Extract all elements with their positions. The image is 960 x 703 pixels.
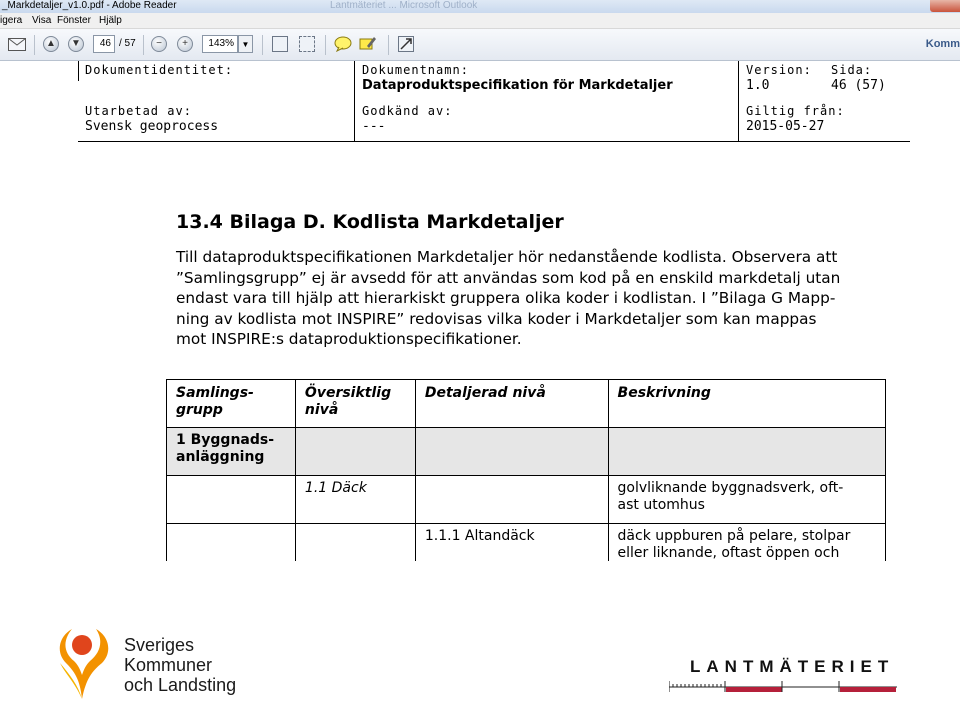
column-header-detailed: Detaljerad nivå <box>415 380 608 428</box>
menu-item-edit[interactable]: igera <box>0 15 23 26</box>
window-titlebar <box>0 0 960 13</box>
paragraph-line: mot INSPIRE:s dataproduktionspecifikationer. <box>176 330 522 348</box>
skl-logo-icon <box>52 623 118 703</box>
chevron-down-icon: ▼ <box>241 39 250 49</box>
email-button[interactable] <box>6 35 28 53</box>
pdf-page <box>0 61 960 561</box>
table-cell <box>415 476 608 524</box>
column-header-overview: Översiktlig nivå <box>295 380 415 428</box>
envelope-icon <box>8 38 26 51</box>
arrow-up-icon: ▲ <box>43 36 59 52</box>
minus-icon: − <box>151 36 167 52</box>
comment-button[interactable] <box>333 35 353 53</box>
fit-page-icon <box>272 36 288 52</box>
slide-footer <box>0 561 960 702</box>
table-cell <box>167 524 296 562</box>
menu-bar <box>0 13 960 29</box>
paragraph-line: ning av kodlista mot INSPIRE” redovisas vilka koder i Markdetaljer som kan mappas <box>176 309 817 328</box>
column-header-description: Beskrivning <box>608 380 885 428</box>
previous-page-button[interactable] <box>42 35 60 53</box>
table-cell <box>608 428 885 476</box>
table-cell: 1.1 Däck <box>295 476 415 524</box>
highlighter-icon <box>359 36 377 52</box>
made-by-value: Svensk geoprocess <box>85 119 219 134</box>
arrow-down-icon: ▼ <box>68 36 84 52</box>
table-row <box>167 428 886 476</box>
section-paragraph <box>176 247 936 350</box>
menu-item-view[interactable]: Visa <box>32 15 52 26</box>
background-window-title: Lantmäteriet ... Microsoft Outlook <box>330 0 478 11</box>
made-by-label: Utarbetad av: <box>85 104 192 118</box>
skl-logo-text: Sveriges Kommuner och Landsting <box>124 635 237 695</box>
doc-name-value: Dataproduktspecifikation för Markdetaljer <box>362 78 673 93</box>
code-list-table <box>166 379 886 561</box>
page-label: Sida: <box>831 63 873 77</box>
table-row <box>167 524 886 562</box>
valid-from-value: 2015-05-27 <box>746 119 825 134</box>
lantmateriet-logo-text: LANTMÄTERIET <box>690 657 895 676</box>
page-number-input[interactable]: 46 <box>93 35 115 53</box>
header-divider-1 <box>354 61 355 141</box>
doc-name-label: Dokumentnamn: <box>362 63 469 77</box>
menu-item-window[interactable]: Fönster <box>57 15 91 26</box>
next-page-button[interactable] <box>67 35 85 53</box>
zoom-out-button[interactable] <box>150 35 168 53</box>
comment-panel-tab[interactable]: Komm <box>925 38 960 50</box>
table-cell <box>415 428 608 476</box>
column-header-group: Samlings- grupp <box>167 380 296 428</box>
doc-id-label: Dokumentidentitet: <box>85 63 234 77</box>
table-cell <box>295 428 415 476</box>
version-label: Version: <box>746 63 812 77</box>
window-title: _Markdetaljer_v1.0.pdf - Adobe Reader <box>2 0 177 11</box>
table-header-row <box>167 380 886 428</box>
table-cell: 1.1.1 Altandäck <box>415 524 608 562</box>
fit-width-icon <box>299 36 315 52</box>
table-cell: 1 Byggnads- anläggning <box>167 428 296 476</box>
paragraph-line: endast vara till hjälp att hierarkiskt gruppera olika koder i kodlistan. I ”Bilaga G Mapp- <box>176 289 836 307</box>
close-window-button[interactable] <box>930 0 960 12</box>
table-cell <box>295 524 415 562</box>
section-heading: 13.4 Bilaga D. Kodlista Markdetaljer <box>176 211 564 233</box>
speech-bubble-icon <box>334 36 352 52</box>
header-divider-2 <box>738 61 739 141</box>
lantmateriet-scale-bar-icon <box>669 681 897 693</box>
plus-icon: + <box>177 36 193 52</box>
menu-item-help[interactable]: Hjälp <box>99 15 122 26</box>
paragraph-line: Till dataproduktspecifikationen Markdetaljer hör nedanstående kodlista. Observera att <box>176 248 838 266</box>
fit-width-button[interactable] <box>298 35 316 53</box>
approved-label: Godkänd av: <box>362 104 453 118</box>
paragraph-line: ”Samlingsgrupp” ej är avsedd för att användas som kod på en enskild markdetalj utan <box>176 268 841 287</box>
zoom-level-input[interactable]: 143% <box>202 35 238 53</box>
table-row <box>167 476 886 524</box>
header-bottom-rule <box>78 141 910 142</box>
header-border-left <box>78 61 79 81</box>
page-value: 46 (57) <box>831 78 886 93</box>
zoom-dropdown-button[interactable] <box>238 35 253 53</box>
highlight-button[interactable] <box>358 35 378 53</box>
expand-arrows-icon <box>398 36 414 52</box>
zoom-in-button[interactable] <box>176 35 194 53</box>
valid-from-label: Giltig från: <box>746 104 845 118</box>
table-cell: golvliknande byggnadsverk, oft- ast utomhus <box>608 476 885 524</box>
table-cell <box>167 476 296 524</box>
table-cell: däck uppburen på pelare, stolpar eller liknande, oftast öppen och <box>608 524 885 562</box>
approved-value: --- <box>362 119 386 134</box>
reader-toolbar <box>0 29 960 61</box>
page-total-label: / 57 <box>119 38 136 49</box>
fit-page-button[interactable] <box>271 35 289 53</box>
expand-button[interactable] <box>396 35 416 53</box>
version-value: 1.0 <box>746 78 770 93</box>
